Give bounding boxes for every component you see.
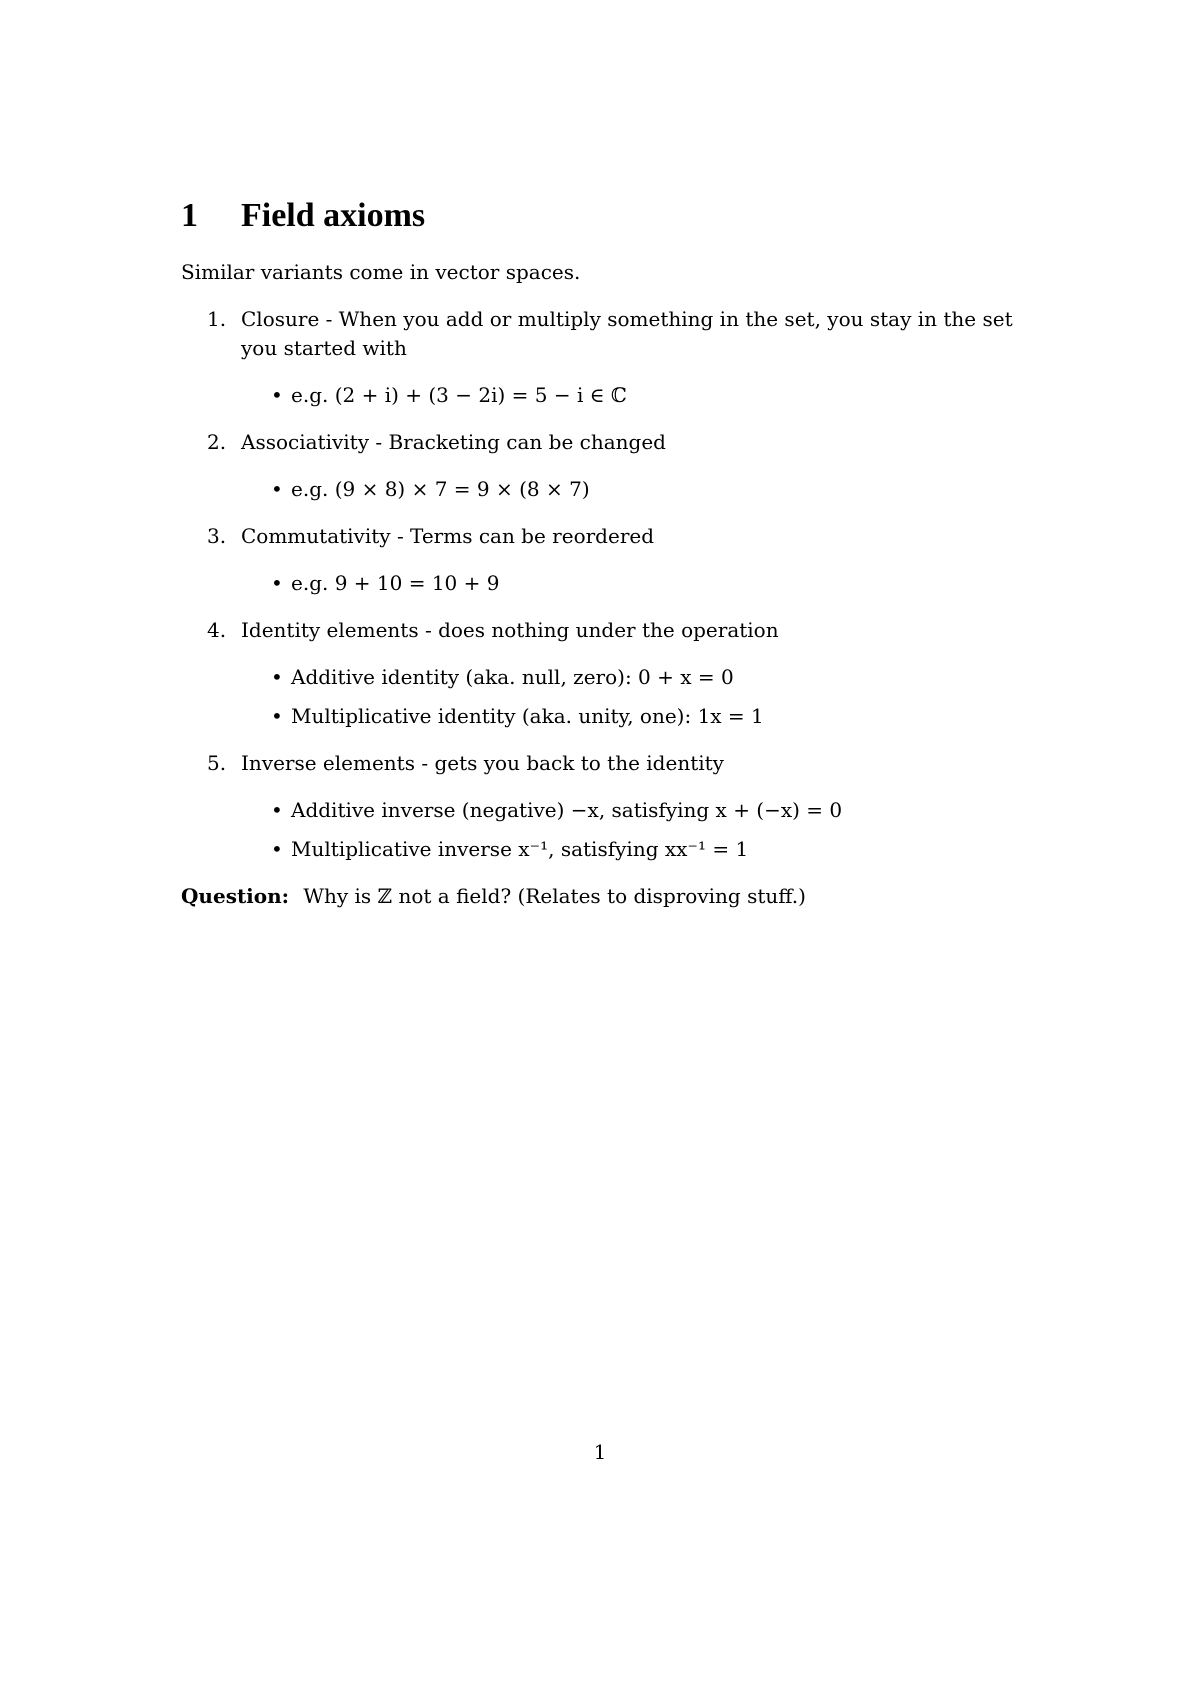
bullet-icon: • (271, 383, 283, 407)
example-list (241, 381, 1041, 410)
axiom-number: 4. (207, 618, 227, 642)
question-label: Question: (181, 884, 290, 908)
example-list (241, 796, 1041, 864)
example-item (241, 569, 1041, 598)
axiom-item-identity (181, 616, 1041, 731)
question-text: Why is ℤ not a field? (Relates to disproving stuff.) (303, 884, 806, 908)
bullet-icon: • (271, 571, 283, 595)
axiom-text: Inverse elements - gets you back to the identity (241, 751, 724, 775)
example-list (241, 663, 1041, 731)
axiom-item-commutativity (181, 522, 1041, 598)
axiom-number: 1. (207, 307, 227, 331)
example-list (241, 475, 1041, 504)
example-list (241, 569, 1041, 598)
example-text: e.g. 9 + 10 = 10 + 9 (291, 571, 500, 595)
section-heading (181, 196, 1041, 236)
example-text: e.g. (2 + i) + (3 − 2i) = 5 − i ∈ ℂ (291, 383, 627, 407)
section-title: Field axioms (241, 197, 426, 234)
axiom-item-closure (181, 305, 1041, 410)
example-item (241, 475, 1041, 504)
example-text: Additive inverse (negative) −x, satisfying x + (−x) = 0 (291, 798, 843, 822)
example-text: e.g. (9 × 8) × 7 = 9 × (8 × 7) (291, 477, 590, 501)
section-number: 1 (181, 197, 198, 234)
axiom-text: Commutativity - Terms can be reordered (241, 524, 655, 548)
example-item (241, 381, 1041, 410)
bullet-icon: • (271, 477, 283, 501)
example-text: Multiplicative inverse x⁻¹, satisfying xx⁻¹ = 1 (291, 837, 749, 861)
axiom-number: 3. (207, 524, 227, 548)
axiom-text: Associativity - Bracketing can be changed (241, 430, 666, 454)
example-item (241, 702, 1041, 731)
example-item (241, 835, 1041, 864)
example-text: Additive identity (aka. null, zero): 0 + x = 0 (291, 665, 734, 689)
axiom-text: Closure - When you add or multiply something in the set, you stay in the set you started with (241, 307, 1013, 360)
page-number: 1 (593, 1440, 607, 1464)
example-item (241, 663, 1041, 692)
axiom-item-inverse (181, 749, 1041, 864)
example-text: Multiplicative identity (aka. unity, one): 1x = 1 (291, 704, 764, 728)
axiom-item-associativity (181, 428, 1041, 504)
intro-paragraph: Similar variants come in vector spaces. (181, 260, 581, 284)
question-paragraph (181, 882, 1041, 911)
bullet-icon: • (271, 798, 283, 822)
page-content (181, 196, 1041, 931)
bullet-icon: • (271, 837, 283, 861)
axiom-number: 2. (207, 430, 227, 454)
example-item (241, 796, 1041, 825)
axiom-list (181, 305, 1041, 864)
axiom-text: Identity elements - does nothing under the operation (241, 618, 779, 642)
axiom-number: 5. (207, 751, 227, 775)
bullet-icon: • (271, 704, 283, 728)
bullet-icon: • (271, 665, 283, 689)
